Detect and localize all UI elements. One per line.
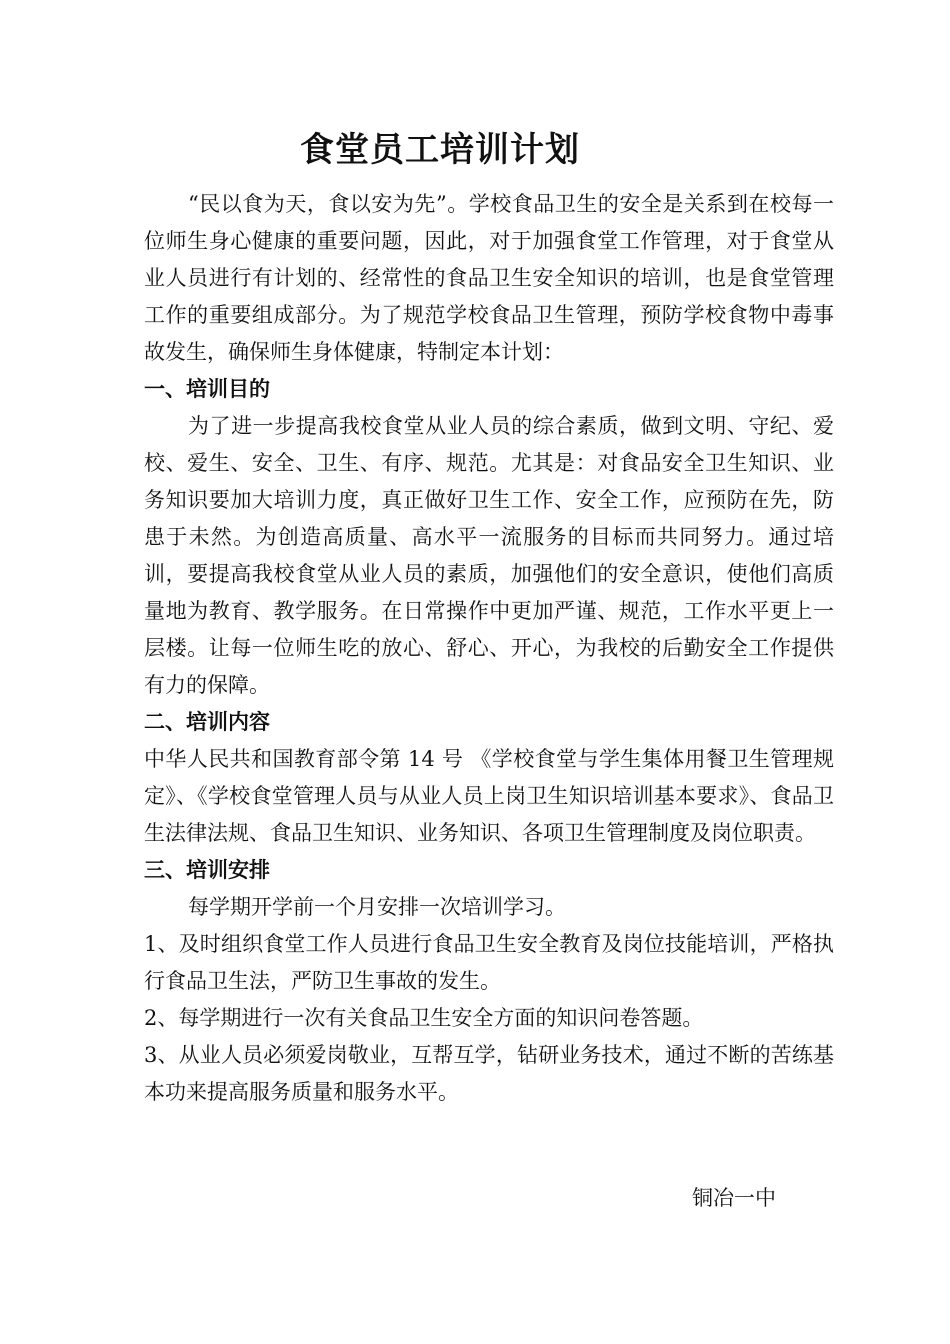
section-heading-content: 二、培训内容: [144, 710, 270, 734]
section-paragraph-purpose: 为了进一步提高我校食堂从业人员的综合素质，做到文明、守纪、爱校、爱生、安全、卫生、有序、规范。尤其是：对食品安全卫生知识、业务知识要加大培训力度，真正做好卫生工作、安全工作，应预防在先，防患于未然。为创造高质量、高水平一流服务的目标而共同努力。通过培训，要提高我校食堂从业人员的素质，加强他们的安全意识，使他们高质量地为教育、教学服务。在日常操作中更加严谨、规范，工作水平更上一层楼。让每一位师生吃的放心、舒心、开心，为我校的后勤安全工作提供有力的保障。: [144, 414, 834, 697]
list-item: 3、从业人员必须爱岗敬业，互帮互学，钻研业务技术，通过不断的苦练基本功来提高服务质量和服务水平。: [144, 1043, 834, 1104]
document-title: 食堂员工培训计划: [300, 130, 580, 170]
section-heading-arrangement: 三、培训安排: [144, 858, 270, 882]
section-paragraph-content: 中华人民共和国教育部令第 14 号 《学校食堂与学生集体用餐卫生管理规定》、《学校食堂管理人员与从业人员上岗卫生知识培训基本要求》、食品卫生法律法规、食品卫生知识、业务知识、各项卫生管理制度及岗位职责。: [144, 747, 834, 845]
list-item: 2、每学期进行一次有关食品卫生安全方面的知识问卷答题。: [144, 1006, 704, 1030]
list-item: 1、及时组织食堂工作人员进行食品卫生安全教育及岗位技能培训，严格执行食品卫生法，严防卫生事故的发生。: [144, 932, 834, 993]
signature: 铜冶一中: [692, 1186, 776, 1210]
section-heading-purpose: 一、培训目的: [144, 377, 270, 401]
intro-paragraph: “民以食为天，食以安为先”。学校食品卫生的安全是关系到在校每一位师生身心健康的重要问题，因此，对于加强食堂工作管理，对于食堂从业人员进行有计划的、经常性的食品卫生安全知识的培训，也是食堂管理工作的重要组成部分。为了规范学校食品卫生管理，预防学校食物中毒事故发生，确保师生身体健康，特制定本计划：: [144, 192, 834, 364]
section-paragraph-arrangement: 每学期开学前一个月安排一次培训学习。: [188, 895, 566, 919]
document-body: [144, 186, 834, 1111]
